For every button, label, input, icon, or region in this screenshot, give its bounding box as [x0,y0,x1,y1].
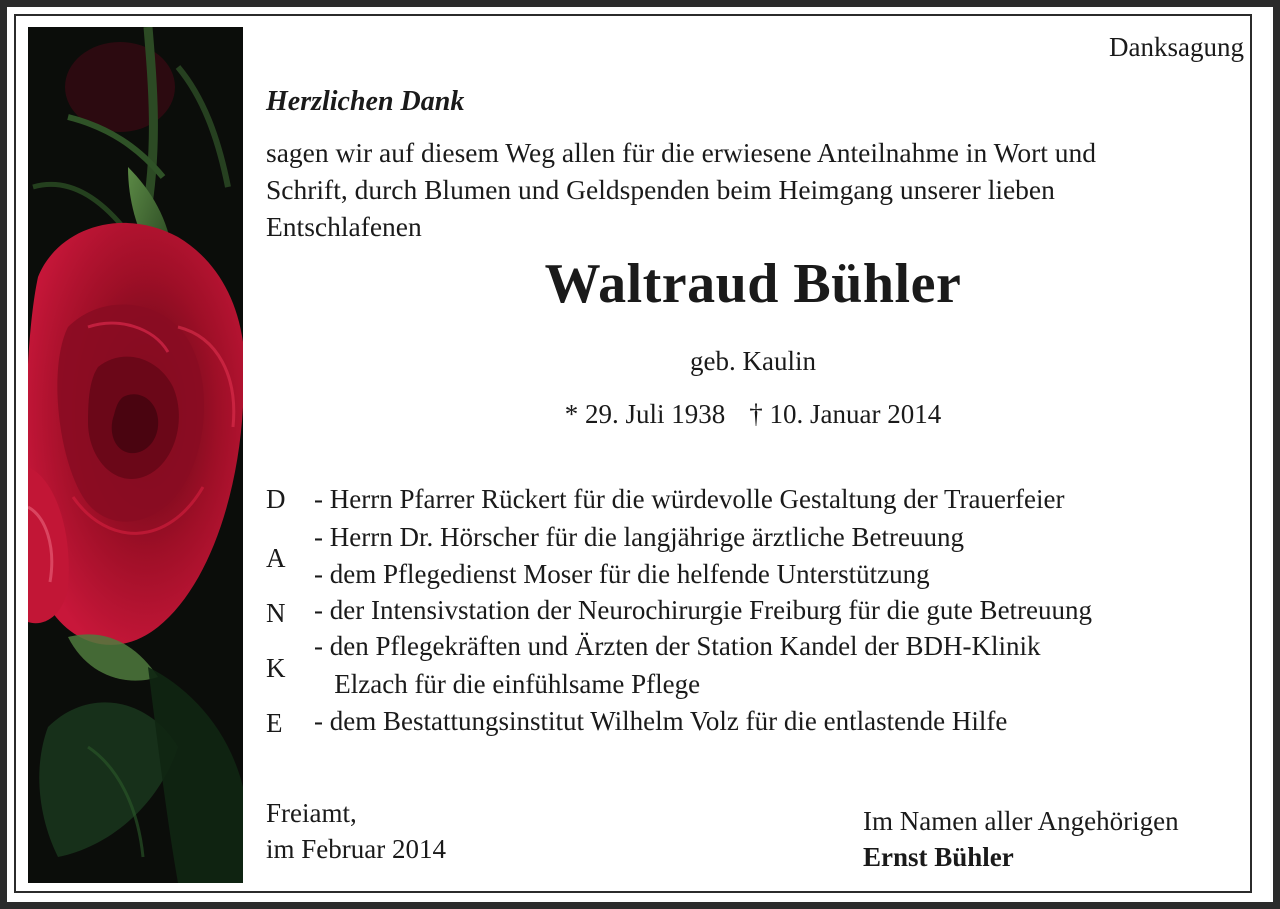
acrostic-letter: D [266,484,286,514]
acrostic-letter: N [266,598,286,628]
intro-paragraph [266,134,1246,245]
acrostic-letter: E [266,708,283,738]
place-line: Freiamt, [266,798,357,828]
acrostic-letter: A [266,543,286,573]
deceased-name: Waltraud Bühler [544,253,962,315]
thanks-line: - der Intensivstation der Neurochirurgie Freiburg für die gute Betreuung [314,595,1093,625]
thanks-line: - den Pflegekräften und Ärzten der Station Kandel der BDH-Klinik [314,631,1041,661]
birth-date: * 29. Juli 1938 [564,399,726,429]
greeting-heading: Herzlichen Dank [266,86,465,117]
thanks-line: - dem Bestattungsinstitut Wilhelm Volz für die entlastende Hilfe [314,706,1008,736]
red-rose-image [28,27,243,883]
death-date: † 10. Januar 2014 [749,399,942,429]
thanks-line: - dem Pflegedienst Moser für die helfende Unterstützung [314,559,930,589]
signature-intro: Im Namen aller Angehörigen [863,806,1179,836]
intro-line: Entschlafenen [266,211,422,242]
intro-line: sagen wir auf diesem Weg allen für die erwiesene Anteilnahme in Wort und [266,137,1096,168]
acrostic-letter: K [266,653,286,683]
date-line: im Februar 2014 [266,834,446,864]
maiden-name: geb. Kaulin [690,346,816,376]
intro-line: Schrift, durch Blumen und Geldspenden beim Heimgang unserer lieben [266,174,1055,205]
document-type-label: Danksagung [1109,32,1244,62]
rose-icon [28,27,243,883]
thanks-line: - Herrn Pfarrer Rückert für die würdevolle Gestaltung der Trauerfeier [314,484,1065,514]
life-dates [266,399,1240,430]
signature-name: Ernst Bühler [863,842,1014,872]
thanks-line: - Herrn Dr. Hörscher für die langjährige ärztliche Betreuung [314,522,964,552]
thanks-line: Elzach für die einfühlsame Pflege [314,669,701,699]
